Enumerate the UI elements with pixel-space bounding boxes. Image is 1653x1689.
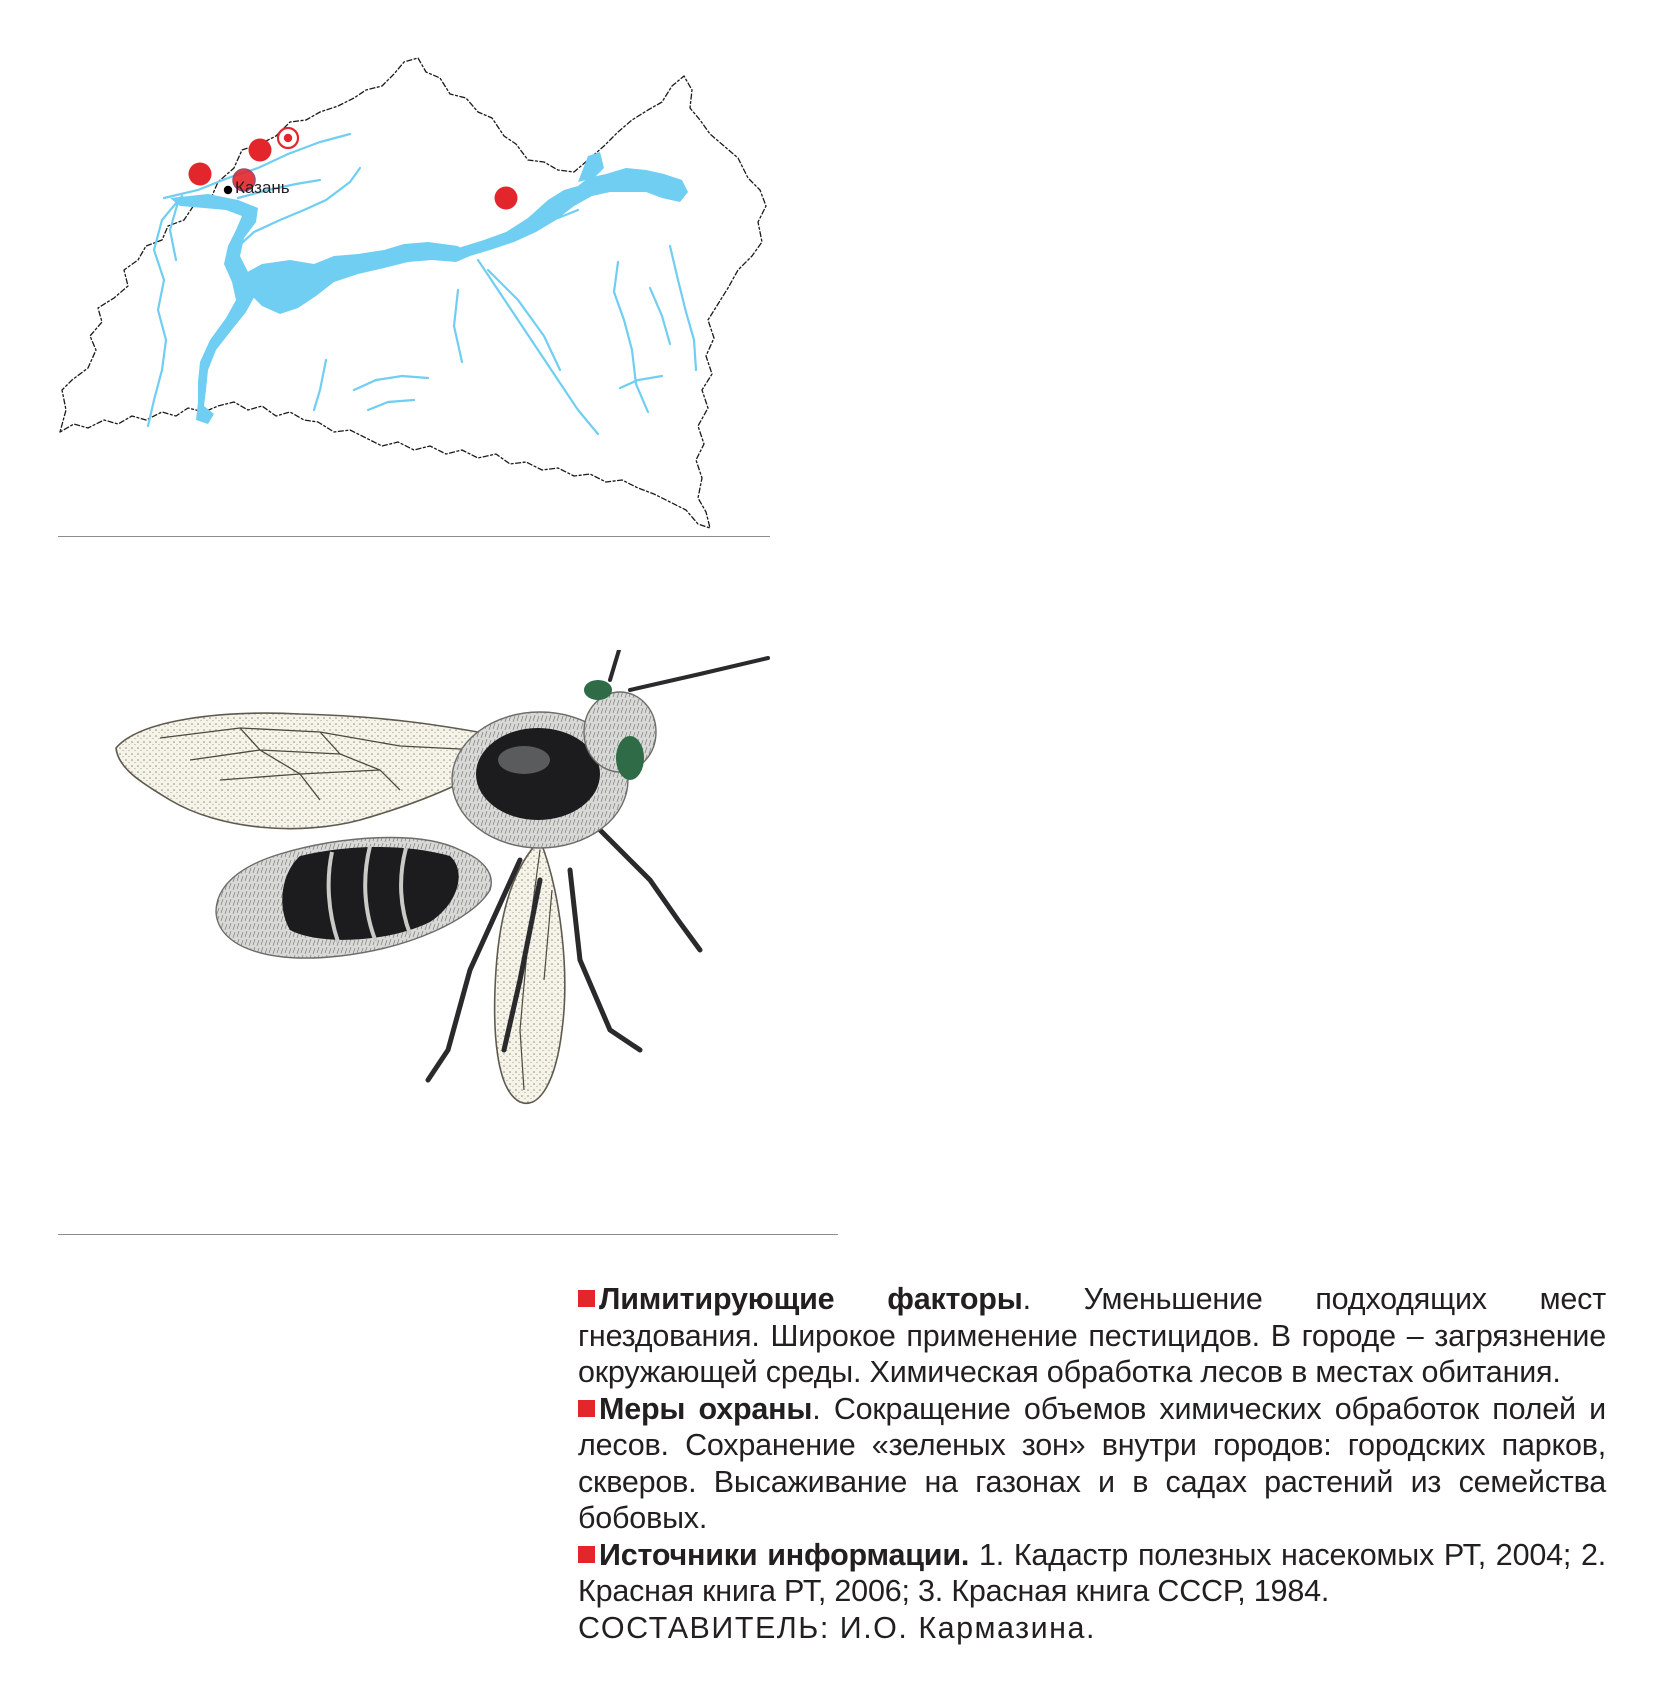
eye: [616, 736, 644, 780]
antenna: [610, 650, 628, 680]
section-bullet: [578, 1546, 595, 1563]
record-point: [495, 187, 518, 210]
region-border: [60, 58, 766, 528]
antenna: [630, 658, 768, 690]
record-point: [189, 163, 212, 186]
section-bullet: [578, 1290, 595, 1307]
kama-reservoir: [240, 242, 470, 314]
species-text: [578, 1281, 1606, 1646]
compiler-line: СОСТАВИТЕЛЬ: И.О. Кармазина.: [578, 1610, 1096, 1645]
city-label: Казань: [235, 178, 290, 197]
protection-heading: Меры охраны: [599, 1391, 813, 1426]
limiting-factors-heading: Лимитирующие факторы: [599, 1282, 1023, 1316]
record-point: [249, 139, 272, 162]
city-marker: [224, 186, 232, 194]
volga-reservoir: [170, 194, 258, 424]
section-bullet: [578, 1400, 595, 1417]
limiting-factors-body: . Уменьшение подходящих мест гнездования. Широкое применение пестицидов. В городе – загрязнение окружающей среды. Химическая обработка лесов в местах обитания.: [578, 1282, 1606, 1389]
distribution-map: [58, 50, 770, 530]
divider: [58, 536, 770, 537]
protection-paragraph: [578, 1391, 1606, 1537]
hindwing: [495, 840, 565, 1103]
sources-paragraph: [578, 1537, 1606, 1610]
limiting-factors-paragraph: [578, 1281, 1606, 1391]
protection-body: . Сокращение объемов химических обработок полей и лесов. Сохранение «зеленых зон» внутри городов: городских парков, скверов. Высаживание на газонах и в садах растений из семейства бобовых.: [578, 1391, 1607, 1535]
sources-heading: Источники информации.: [599, 1537, 970, 1572]
historic-record-icon: [278, 128, 298, 148]
sources-body: 1. Кадастр полезных насекомых РТ, 2004; 2. Красная книга РТ, 2006; 3. Красная книга СССР, 1984.: [578, 1537, 1606, 1608]
insect-illustration: [100, 650, 820, 1210]
divider: [58, 1234, 838, 1235]
